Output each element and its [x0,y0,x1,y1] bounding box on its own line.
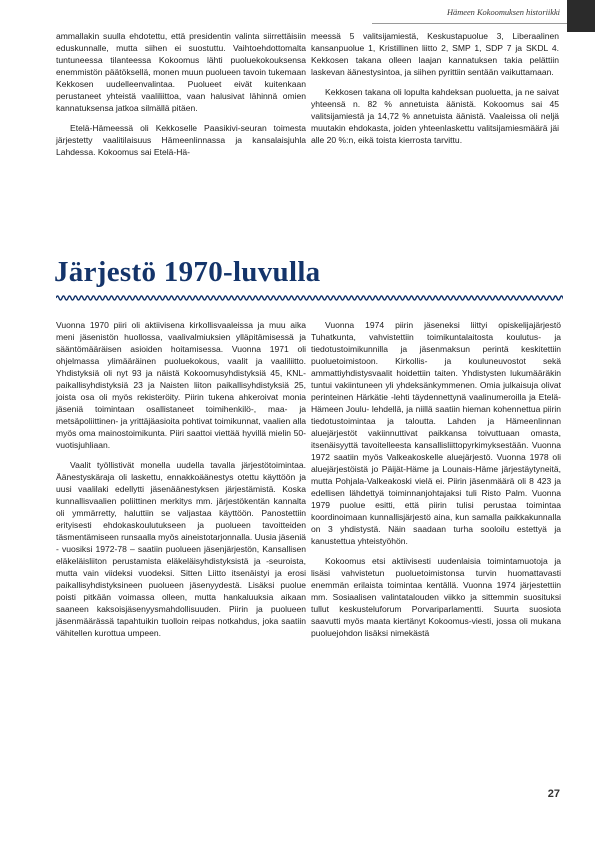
wavy-divider [56,293,563,303]
running-header: Hämeen Kokoomuksen historiikki [446,8,560,17]
header-rule [372,23,567,24]
paragraph: Vuonna 1974 piirin jäseneksi liittyi opiskelijajärjestö Tuhatkunta, vahvistettiin toimikuntalaitosta koulutus- ja tiedotustoimikunnilla ja jäsenmaksun perintä keskitettiin puoluetoimistoon. Kirkollis- ja kouluneuvostot sekä ammattiyhdistysvaalit hoidettiin taiten. Yhdistysten lukumääräkin tuntui vakiintuneen yli yhdeksänkymmenen. Omia julkaisuja olivat perinteinen Härkätie -lehti täydennettynä vaalinumeroilla ja Etelä-Hämeen Joulu- lehdellä, ja niillä saatiin hieman kohennettua piirin tiedotustoimintaa ja taloutta. Lahden ja Hämeenlinnan aluejärjestöt vakiinnuttivat paikkansa toivuttuaan omasta, itsenäisyyttä tavoitelleesta kansallisliittopyrkimyksestään. Vuonna 1972 saatiin myös Valkeakoskelle aluejärjestö. Vuonna 1978 oli aluejärjestöistä jo Päijät-Häme ja Lounais-Häme järjestäytyneitä, mutta Pohjala-Valkeakoski vielä ei. Piirin jäsenmäärä oli 8 423 ja edellisen lähdettyä toiminnanjohtajaksi tuli Risto Palm. Vuonna 1979 puolue esitti, että piirin tulisi perustaa toimintaa koordinoimaan kunnallisjärjestö aina, kun samalla paikkakunnalla on 3 yhdistystä. Näin saadaan turha sooloilu estettyä ja kanustettua yhteistyöhön. [311,320,561,546]
paragraph: Kokoomus etsi aktiivisesti uudenlaisia toimintamuotoja ja lisäsi vahvistetun puoluetoimistonsa turvin huomattavasti enemmän erilaista toimintaa kentällä. Vuonna 1974 järjestettiin mm. Sosiaalisen valintatalouden viikko ja sittemmin suosituksi tullut keskusteluforum Porvariparlamentti. Suurta suosiota saavutti myös maata kiertänyt Kokoomus-viesti, jossa oli mukana puoluejohdon lisäksi nimekästä [311,556,561,638]
top-right-column [311,30,559,154]
paragraph: Etelä-Hämeessä oli Kekkoselle Paasikivi-seuran toimesta järjestetty vaalitilaisuus Hämeenlinnassa ja kansalaisjuhla Lahdessa. Kokoomus sai Etelä-Hä- [56,123,306,157]
chapter-tab-marker [567,0,595,32]
page-number: 27 [547,788,560,800]
paragraph: Vaalit työllistivät monella uudella tavalla järjestötoimintaa. Äänestyskäraja oli laskettu, ennakkoäänestys otettu käyttöön ja uusi vaalilaki edellytti jäsenäänestyksen järjestämistä. Koska kunnallisvaalien poliittinen merkitys mm. järjestökentän kannalta oli ymmärretty, haluttiin se valjastaa käyttöön. Panostettiin erityisesti ehdokaskoulutukseen ja puolueen tavoitteiden täsmentämiseen runsaalla myös aineistotarjonnalla. Uusia jäseniä - vuosiksi 1972-78 – saatiin puolueen jäsenjärjestön, Kansallisen eläkeläisliiton perustamista eläkeläisyhdistyksistä ja -seuroista, mutta vain viideksi vuodeksi. Sitten Liitto itsenäistyi ja erosi paikallisyhdistyksineen puolueen jäsenyydestä. Lisäksi puolue poisti pitkään voimassa olleen, mutta hankaluuksia aikaan saaneen kaksoisjäsenyysmahdollisuuden. Piirin ja puolueen jäsenmäärässä tapahtuikin tuolloin reipas notkahdus, joka saatiin vähitellen kurottua umpeen. [56,460,306,638]
section-heading: Järjestö 1970-luvulla [54,256,321,288]
paragraph: Vuonna 1970 piiri oli aktiivisena kirkollisvaaleissa ja muu aika meni jäsenistön huollossa, vaalivalmiuksien ylläpitämisessä ja sääntömääräisen asioiden hoitamisessa. Vuonna 1971 oli ohjelmassa ylimääräinen puoluekokous, vaalit ja vaaliliitto. Yhdistyksiä oli nyt 93 ja näistä Kokoomusyhdistyksiä 45, KNL-paikallisyhdistyksiä 23 ja Naisten liiton paikallisyhdistyksiä 25, joista osa oli myös rekisteröity. Piirin tukena ahkeroivat monia jäseniä toimintaan osallistaneet toimihenkilö-, maa- ja metsäpoliittinen- ja yrittäjäasioita pohtivat toimikunnat, vaalien alla myös oma mainostoimikunta. Piiri saattoi viettää hyvillä mielin 50-vuotisjuhliaan. [56,320,306,450]
paragraph: ammallakin suulla ehdotettu, että presidentin valinta siirrettäisiin eduskunnalle, mutta siihen ei suostuttu. Vaihtoehdottomalta tuntuneessa tilanteessa Kokoomus lähti puoluekokouksensa enemmistön päätöksellä, monen muun puolueen tavoin tukemaan Kekkosen uudelleenvalintaa. Puolueet eivät kuitenkaan perustaneet yhteistä vaaliliittoa, vaan halusivat lähinnä omien kannatuksensa jatkoa silmällä pitäen. [56,31,306,113]
top-left-column [56,30,306,166]
bottom-right-column [311,319,561,639]
paragraph: meessä 5 valitsijamiestä, Keskustapuolue 3, Liberaalinen kansanpuolue 1, Kristillinen liitto 2, SMP 1, SDP 7 ja SKDL 4. Kekkosen takana olleen laajan kannatuksen takia pelättiin laskevan äänestysintoa, ja siihen pyrittiin sentään vaikuttamaan. [311,31,559,77]
bottom-left-column [56,319,306,647]
paragraph: Kekkosen takana oli lopulta kahdeksan puoluetta, ja ne saivat yhteensä n. 82 % annetuista äänistä. Kokoomus sai 45 valitsijamiestä ja 14,72 % annetuista äänistä. Vaaleissa oli neljä muutakin ehdokasta, joiden yhteenlaskettu valitsijamiesmäärä jäi alle 20 %:n, eikä toista kierrosta tarvittu. [311,87,559,145]
